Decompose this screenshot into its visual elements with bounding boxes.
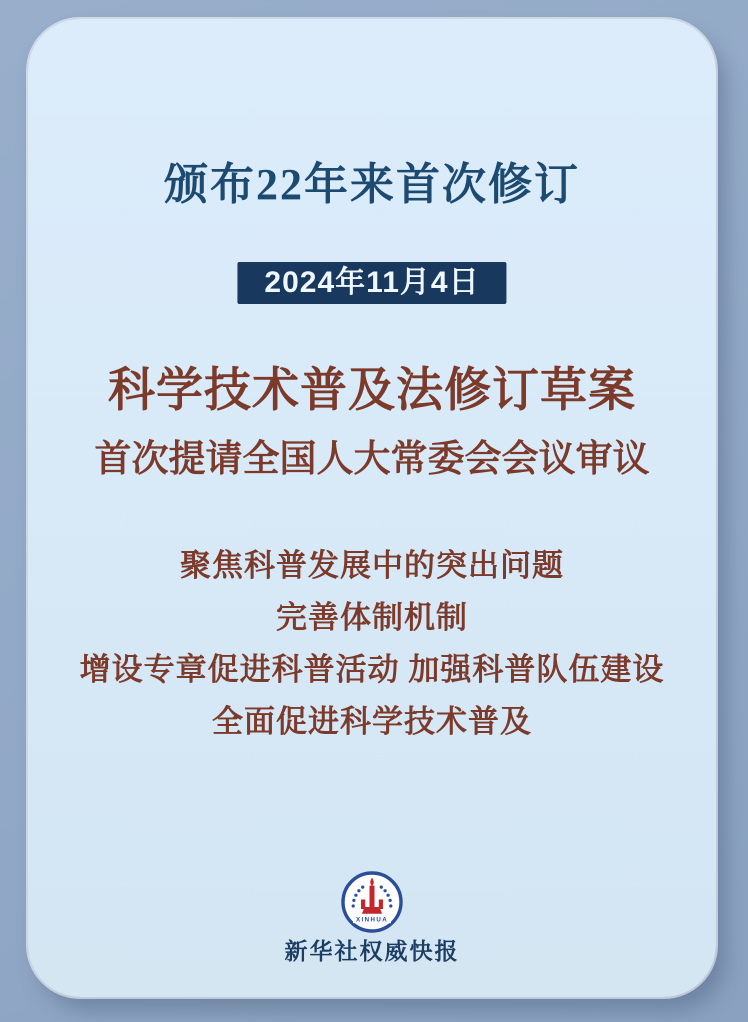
key-point-line: 增设专章促进科普活动 加强科普队伍建设	[79, 652, 665, 687]
headline: 科学技术普及法修订草案	[108, 363, 636, 416]
date-badge: 2024年11月4日	[237, 262, 506, 304]
key-point-line: 完善体制机制	[276, 600, 468, 635]
xinhua-emblem-icon	[340, 870, 404, 934]
key-point-line: 全面促进科学技术普及	[212, 704, 532, 739]
source-label: 新华社权威快报	[284, 938, 460, 964]
xinhua-emblem-svg	[340, 870, 404, 934]
subheadline: 首次提请全国人大常委会会议审议	[94, 438, 650, 479]
emblem-wordmark: XINHUA	[355, 916, 389, 924]
news-card	[28, 19, 716, 997]
pretitle: 颁布22年来首次修订	[164, 160, 580, 209]
key-point-line: 聚焦科普发展中的突出问题	[180, 548, 564, 583]
key-points	[28, 540, 716, 748]
